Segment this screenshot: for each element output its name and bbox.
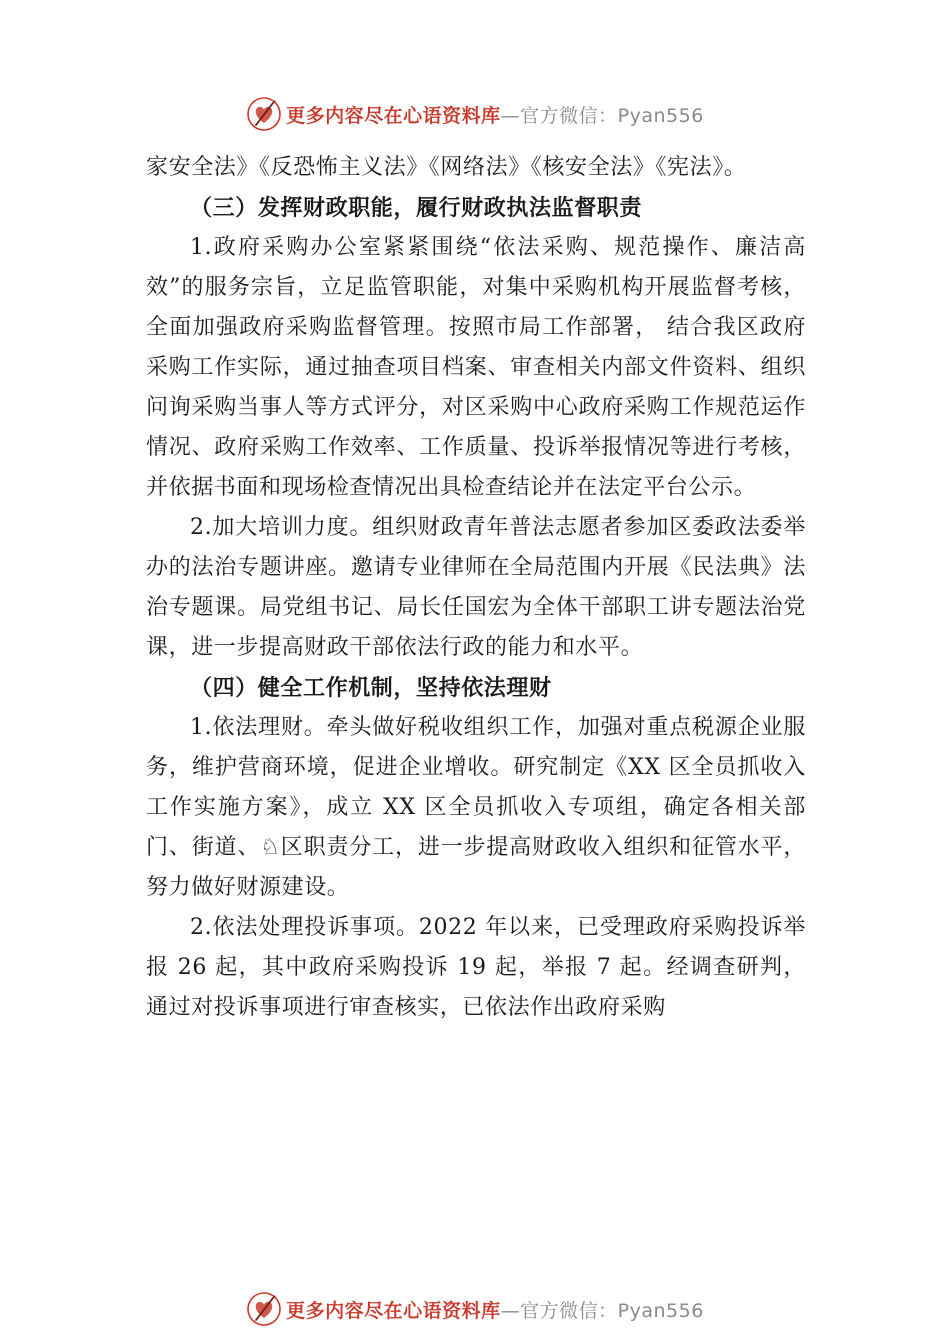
- section-heading-3: （三）发挥财政职能，履行财政执法监督职责: [190, 195, 643, 221]
- document-body: [146, 148, 806, 1028]
- brand-text: 更多内容尽在心语资料库: [286, 104, 501, 127]
- paragraph-lawful-finance: 1.依法理财。牵头做好税收组织工作，加强对重点税源企业服务，维护营商环境，促进企业增收。研究制定《XX 区全员抓收入工作实施方案》，成立 XX 区全员抓收入专项组，确定各相关部门、街道、♘区职责分工，进一步提高财政收入组织和征管水平，努力做好财源建设。: [146, 715, 806, 900]
- paragraph-procurement-supervision: 1.政府采购办公室紧紧围绕“依法采购、规范操作、廉洁高效”的服务宗旨，立足监管职能，对集中采购机构开展监督考核，全面加强政府采购监督管理。按照市局工作部署， 结合我区政府采购工作实际，通过抽查项目档案、审查相关内部文件资料、组织问询采购当事人等方式评分，对区采购中心政府采购工作规范运作情况、政府采购工作效率、工作质量、投诉举报情况等进行考核，并依据书面和现场检查情况出具检查结论并在法定平台公示。: [146, 235, 806, 500]
- contact-text: —官方微信：Pyan556: [500, 1299, 704, 1322]
- paragraph-training: 2.加大培训力度。组织财政青年普法志愿者参加区委政法委举办的法治专题讲座。邀请专业律师在全局范围内开展《民法典》法治专题课。局党组书记、局长任国宏为全体干部职工讲专题法治党课，进一步提高财政干部依法行政的能力和水平。: [146, 515, 806, 660]
- section-heading-4: （四）健全工作机制，坚持依法理财: [190, 675, 552, 701]
- paragraph-complaints: 2.依法处理投诉事项。2022 年以来，已受理政府采购投诉举报 26 起，其中政府采购投诉 19 起，举报 7 起。经调查研判，通过对投诉事项进行审查核实，已依法作出政府采购: [146, 915, 806, 1020]
- header-watermark-banner: [0, 92, 950, 136]
- paragraph-law-list: 家安全法》《反恐怖主义法》《网络法》《核安全法》《宪法》。: [146, 155, 747, 180]
- footer-watermark-banner: [0, 1287, 950, 1331]
- brand-text: 更多内容尽在心语资料库: [286, 1299, 501, 1322]
- contact-text: —官方微信：Pyan556: [500, 104, 704, 127]
- heart-quill-logo-icon: [246, 1291, 282, 1327]
- heart-quill-logo-icon: [246, 96, 282, 132]
